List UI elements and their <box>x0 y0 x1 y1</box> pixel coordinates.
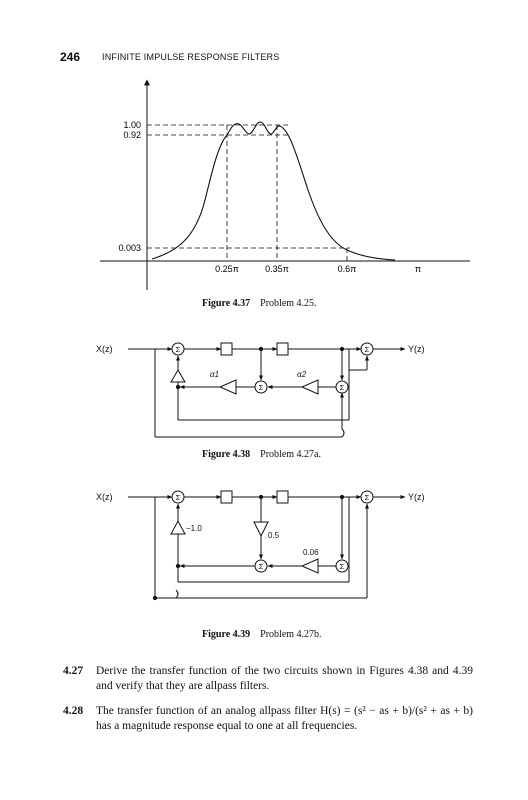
caption-label: Figure 4.39 <box>202 629 251 640</box>
page-number: 246 <box>60 50 81 64</box>
gain-0-06-label: 0.06 <box>303 548 319 557</box>
svg-text:Σ: Σ <box>339 383 345 392</box>
caption-label: Figure 4.38 <box>202 449 251 460</box>
x-tick-0-35pi: 0.35π <box>265 264 289 274</box>
gain-0-5 <box>254 522 268 536</box>
fig438-input-label: X(z) <box>96 344 113 354</box>
y-tick-1-00: 1.00 <box>123 120 141 130</box>
problem-number: 4.27 <box>63 665 84 677</box>
svg-text:Σ: Σ <box>175 493 181 502</box>
delay-block-2 <box>277 491 288 503</box>
problem-4-27 <box>63 664 473 694</box>
svg-text:Σ: Σ <box>339 562 345 571</box>
y-tick-0-92: 0.92 <box>123 130 141 140</box>
problem-text: Derive the transfer function of the two circuits shown in Figures 4.38 and 4.39 and verify that they are allpass filters. <box>96 665 473 692</box>
running-title: INFINITE IMPULSE RESPONSE FILTERS <box>102 52 280 62</box>
problem-number: 4.28 <box>63 705 84 717</box>
alpha2-label: α2 <box>297 370 307 379</box>
caption-text: Problem 4.27a. <box>260 449 321 460</box>
y-tick-0-003: 0.003 <box>118 243 141 253</box>
svg-text:Σ: Σ <box>258 383 264 392</box>
x-tick-0-6pi: 0.6π <box>337 264 357 274</box>
problem-4-28 <box>63 704 473 734</box>
fig439-output-label: Y(z) <box>408 492 425 502</box>
problem-text: The transfer function of an analog allpass filter H(s) = (s² − as + b)/(s² + as + b) has a magnitude response equal to one at all frequencies. <box>96 705 473 732</box>
caption-text: Problem 4.27b. <box>260 629 322 640</box>
caption-text: Problem 4.25. <box>260 298 317 309</box>
alpha1-label: α1 <box>210 370 220 379</box>
svg-text:Σ: Σ <box>258 562 264 571</box>
fig439-input-label: X(z) <box>96 492 113 502</box>
gain-minus-1 <box>171 521 185 534</box>
caption-label: Figure 4.37 <box>202 298 251 309</box>
svg-text:Σ: Σ <box>364 493 370 502</box>
figure-4-39-caption <box>202 629 322 640</box>
x-tick-pi: π <box>414 264 422 274</box>
x-tick-0-25pi: 0.25π <box>215 264 239 274</box>
svg-text:Σ: Σ <box>364 345 370 354</box>
gain-minus-1-label: −1.0 <box>186 524 202 533</box>
delay-block-1 <box>221 491 232 503</box>
gain-0-06 <box>302 559 318 573</box>
gain-0-5-label: 0.5 <box>268 531 280 540</box>
fig438-output-label: Y(z) <box>408 344 425 354</box>
svg-text:Σ: Σ <box>175 345 181 354</box>
